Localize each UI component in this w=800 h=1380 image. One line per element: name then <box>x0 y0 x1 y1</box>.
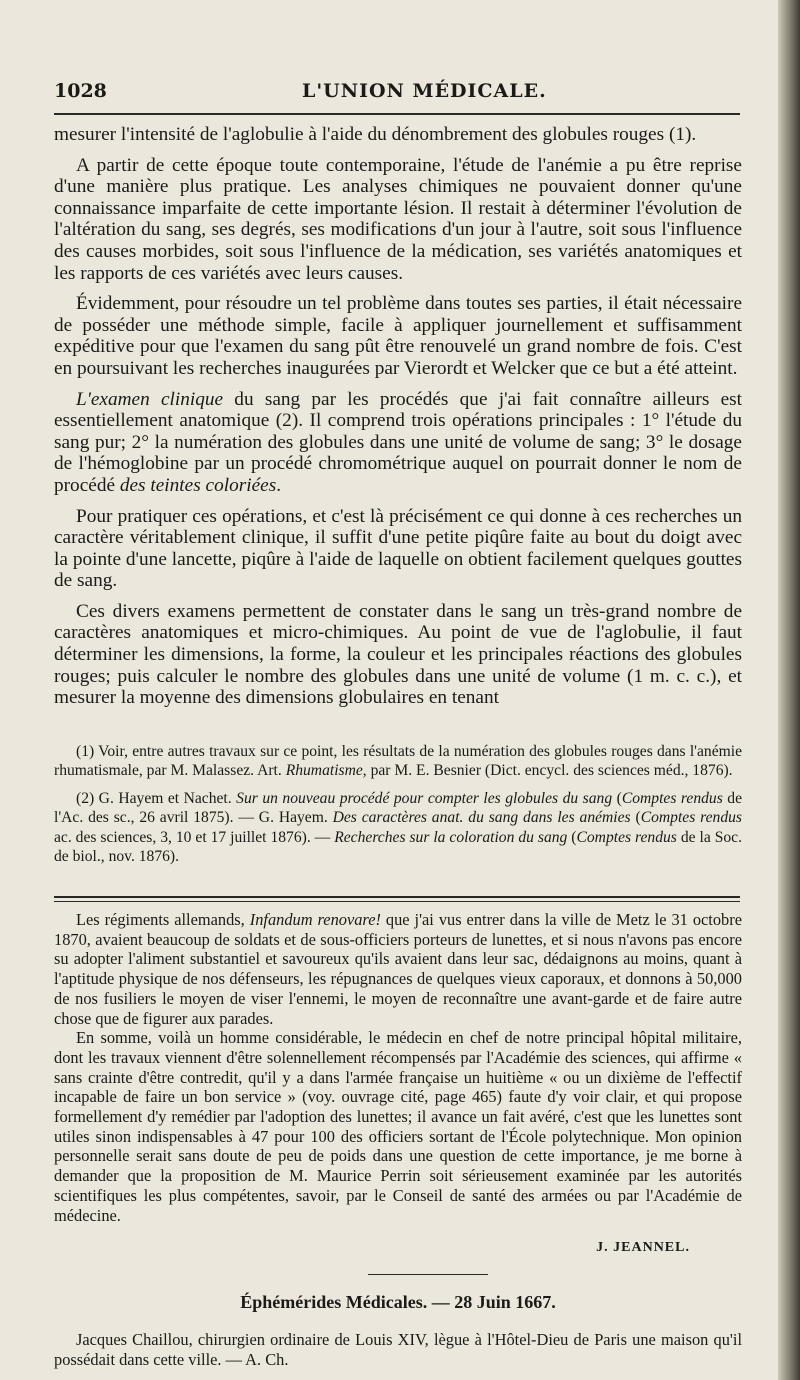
footnote-2-emphasis-2: Comptes rendus <box>621 789 723 807</box>
main-body <box>54 124 742 718</box>
ephemerides-title: Éphémérides Médicales. — 28 Juin 1667. <box>240 1292 556 1312</box>
paragraph-3: Évidemment, pour résoudre un tel problème dans toutes ses parties, il était nécessaire de posséder une méthode simple, facile à appliquer journellement et suffisamment expéditive pour que l'examen du sang pût être renouvelé un grand nombre de fois. C'est en poursuivant les recherches inaugurées par Vierordt et Welcker que ce but a été atteint. <box>54 293 742 379</box>
footnote-2-emphasis-6: Comptes rendus <box>576 828 677 846</box>
book-gutter-shadow <box>778 0 800 1380</box>
ephemerides-text <box>54 1330 742 1369</box>
paragraph-4-text-a: du sang par les procédés que j'ai fait connaître ailleurs est essentiellement anatomique (2). Il comprend trois opérations principales : 1° l'étude du sang pur; 2° la numération des globules dans une unité de volume de sang; 3° le dosage de l'hémoglobine par un procédé chromométrique auquel on pourrait donner le nom de procédé <box>54 388 743 496</box>
footnote-2-text-b: ( <box>612 789 622 807</box>
article-paragraph-1-emphasis: Infandum renovare! <box>249 910 381 929</box>
emphasis-examen-clinique: L'examen clinique <box>76 388 224 410</box>
ephemerides-rule <box>368 1274 488 1275</box>
footnote-2-text-d: ( <box>630 809 641 827</box>
article-paragraph-2: En somme, voilà un homme considérable, le médecin en chef de notre principal hôpital militaire, dont les travaux viennent d'être solennellement récompensés par l'Académie des sciences, qui affirme « sans crainte d'être contredit, qu'il y a dans l'armée française un huitième « ou un dixième de l'effectif incapable de faire un bon service » (voy. ouvrage cité, page 465) faute d'y voir clair, et qui propose formellement d'y remédier par l'adoption des lunettes; il avance un fait avéré, c'est que les lunettes sont utiles sinon indispensables à 47 pour 100 des officiers sortant de l'École polytechnique. Mon opinion personnelle serait sans doute de peu de poids dans une question de cette importance, je me borne à demander que la proposition de M. Maurice Perrin soit sérieusement examinée par les autorités scientifiques les plus compétentes, savoir, par le Conseil de santé des armées ou par l'Académie de médecine. <box>54 1028 742 1225</box>
footnote-1-text-b: , par M. E. Besnier (Dict. encycl. des sciences méd., 1876). <box>362 762 733 780</box>
footnote-1-emphasis: Rhumatisme <box>285 762 363 780</box>
footnote-2-emphasis-4: Comptes rendus <box>640 809 742 827</box>
footnote-2-emphasis-1: Sur un nouveau procédé pour compter les globules du sang <box>236 789 613 807</box>
footnote-1-text-a: (1) Voir, entre autres travaux sur ce point, les résultats de la numération des globules rouges dans l'anémie rhumatismale, par M. Malassez. Art. <box>54 743 742 780</box>
paragraph-1: mesurer l'intensité de l'aglobulie à l'aide du dénombrement des globules rouges (1). <box>54 124 697 145</box>
article-paragraph-1-text-a: Les régiments allemands, <box>76 910 250 929</box>
footnote-2-text-c: de l'Ac. des sc., 26 avril 1875). — G. Hayem. <box>54 789 743 827</box>
emphasis-teintes-coloriees: des teintes coloriées <box>119 474 277 496</box>
paragraph-2: A partir de cette époque toute contemporaine, l'étude de l'anémie a pu être reprise d'une manière plus pratique. Les analyses chimiques ne pouvaient donner qu'une connaissance imparfaite de cette importante lésion. Il restait à déterminer l'évolution de l'altération du sang, ses degrés, ses modifications d'un jour à l'autre, soit sous l'influence des causes morbides, soit sous l'influence de la médication, ses variétés anatomiques et les rapports de ces variétés avec leurs causes. <box>54 154 742 284</box>
page-header <box>54 80 740 108</box>
article-paragraph-1-text-b: que j'ai vus entrer dans la ville de Metz le 31 octobre 1870, avaient beaucoup de soldats et de sous-officiers porteurs de lunettes, et si nous n'avons pas encore su adopter l'aliment substantiel et savoureux qu'ils avaient dans leur sac, dédaignons au moins, quant à l'aptitude physique de nos défenseurs, les répugnances de quelques vieux caporaux, et donnons à 50,000 de nos fusiliers le moyen de viser l'ennemi, le moyen de reconnaître une avant-garde et de faire autre chose que de figurer aux parades. <box>54 910 742 1028</box>
footnote-1 <box>54 742 742 781</box>
feuilleton-article <box>54 910 742 1225</box>
paragraph-4 <box>54 389 742 497</box>
ephemerides-paragraph: Jacques Chaillou, chirurgien ordinaire de Louis XIV, lègue à l'Hôtel-Dieu de Paris une maison qu'il possédait dans cette ville. — A. Ch. <box>54 1330 742 1369</box>
paragraph-5: Pour pratiquer ces opérations, et c'est là précisément ce qui donne à ces recherches un caractère véritablement clinique, il suffit d'une petite piqûre faite au bout du doigt avec la pointe d'une lancette, piqûre à l'aide de laquelle on obtient facilement quelques gouttes de sang. <box>54 505 742 592</box>
footnote-2-text-a: (2) G. Hayem et Nachet. <box>76 789 237 807</box>
footnote-2-emphasis-5: Recherches sur la coloration du sang <box>334 828 568 846</box>
footnote-2-emphasis-3: Des caractères anat. du sang dans les anémies <box>332 809 631 827</box>
paragraph-4-text-b: . <box>276 474 282 496</box>
footnote-2-text-f: ( <box>567 828 577 846</box>
footnote-2-text-g: de la Soc. de biol., nov. 1876). <box>54 828 742 866</box>
header-rule <box>54 113 740 115</box>
running-title: L'UNION MÉDICALE. <box>302 80 547 102</box>
article-paragraph-1 <box>54 910 742 1028</box>
footnote-2-text-e: ac. des sciences, 3, 10 et 17 juillet 1876). — <box>54 828 335 846</box>
section-divider <box>54 896 740 902</box>
footnote-2 <box>54 789 742 867</box>
author-signature: J. JEANNEL. <box>596 1240 690 1255</box>
page-number: 1028 <box>54 80 107 102</box>
footnotes <box>54 742 742 874</box>
paragraph-6: Ces divers examens permettent de constater dans le sang un très-grand nombre de caractères anatomiques et micro-chimiques. Au point de vue de l'aglobulie, il faut déterminer les dimensions, la forme, la couleur et les principales réactions des globules rouges; puis calculer le nombre des globules dans une unité de volume (1 m. c. c.), et mesurer la moyenne des dimensions globulaires en tenant <box>54 600 742 709</box>
